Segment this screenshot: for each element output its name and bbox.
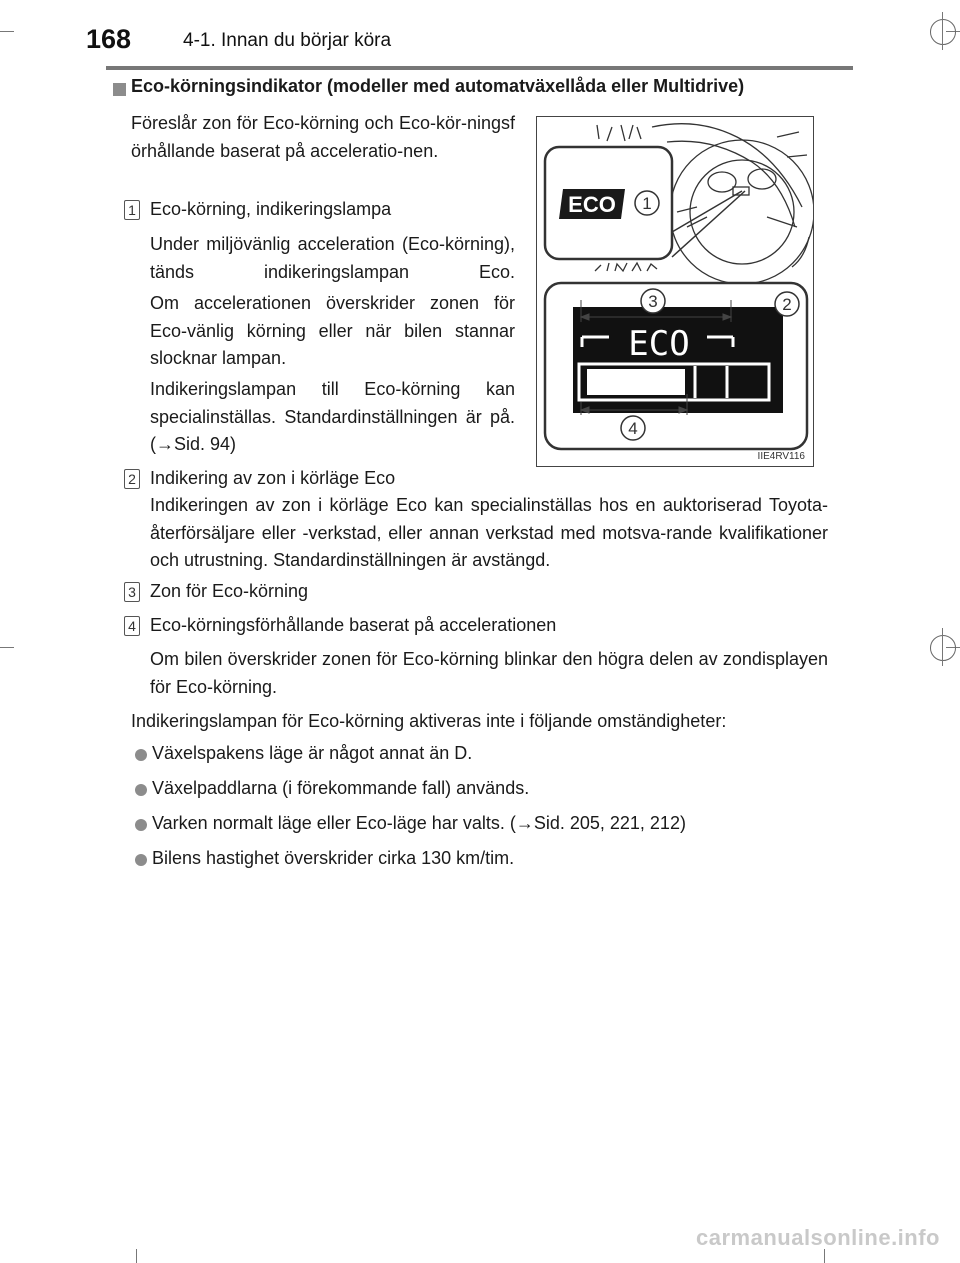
crop-mark <box>136 1249 137 1263</box>
conditions-intro: Indikeringslampan för Eco-körning aktiveras inte i följande omständigheter: <box>131 711 727 731</box>
section-title: 4-1. Innan du börjar köra <box>183 30 392 51</box>
bullet-dot <box>135 749 147 761</box>
bullet-item: Varken normalt läge eller Eco-läge har valts. (→Sid. 205, 221, 212) <box>152 813 686 833</box>
registration-mark-line <box>942 628 943 666</box>
crop-mark <box>0 647 14 648</box>
crop-mark <box>0 31 14 32</box>
page-number: 168 <box>86 24 132 54</box>
item-number: 1 <box>124 200 140 220</box>
registration-mark <box>930 19 956 45</box>
item-title: Eco-körning, indikeringslampa <box>150 199 392 219</box>
registration-mark <box>930 635 956 661</box>
bullet-item: Växelspakens läge är något annat än D. <box>152 743 473 763</box>
bullet-item: Bilens hastighet överskrider cirka 130 km/tim. <box>152 848 515 868</box>
item-title: Indikering av zon i körläge Eco <box>150 468 396 488</box>
callout-label: 3 <box>648 292 658 311</box>
watermark: carmanualsonline.info <box>696 1225 940 1250</box>
eco-indicator-figure <box>536 116 814 467</box>
registration-mark-line <box>942 12 943 50</box>
callout-label: 1 <box>642 194 652 213</box>
crop-mark <box>824 1249 825 1263</box>
figure-code: IIE4RV116 <box>757 451 805 462</box>
bullet-item: Växelpaddlarna (i förekommande fall) används. <box>152 778 530 798</box>
eco-ratio-bar-fill <box>587 369 685 395</box>
item-paragraph: Indikeringslampan till Eco-körning kan specialinställas. Standardinställningen är på. (→Sid. 94) <box>150 379 515 454</box>
section-heading: Eco-körningsindikator (modeller med automatväxellåda eller Multidrive) <box>131 76 745 96</box>
item-number: 4 <box>124 616 140 636</box>
item-number: 2 <box>124 469 140 489</box>
heading-marker <box>113 83 126 96</box>
bullet-dot <box>135 784 147 796</box>
bullet-dot <box>135 819 147 831</box>
item-paragraph: Om accelerationen överskrider zonen för Eco-vänlig körning eller när bilen stannar slocknar lampan. <box>150 293 515 368</box>
callout-label: 4 <box>628 419 638 438</box>
item-number: 3 <box>124 582 140 602</box>
eco-badge-text: ECO <box>568 192 616 217</box>
intro-paragraph: Föreslår zon för Eco-körning och Eco-kör-ningsförhållande baserat på acceleratio-nen. <box>131 113 515 161</box>
callout-label: 2 <box>782 295 792 314</box>
item-title: Zon för Eco-körning <box>150 581 309 601</box>
eco-zone-display-text: ECO <box>628 324 690 364</box>
header-rule <box>106 66 853 70</box>
item-paragraph: Indikeringen av zon i körläge Eco kan specialinställas hos en auktoriserad Toyota-återförsäljare eller -verkstad, eller annan verkstad med motsva-rande kvalifikationer och utrustning. Standardinställningen är avstängd. <box>150 495 828 570</box>
item-title: Eco-körningsförhållande baserat på accelerationen <box>150 615 557 635</box>
item-paragraph: Om bilen överskrider zonen för Eco-körning blinkar den högra delen av zondisplayen för Eco-körning. <box>150 649 828 697</box>
bullet-dot <box>135 854 147 866</box>
eco-indicator-illustration <box>537 117 813 466</box>
item-paragraph: Under miljövänlig acceleration (Eco-körning), tänds indikeringslampan Eco. <box>150 234 515 282</box>
